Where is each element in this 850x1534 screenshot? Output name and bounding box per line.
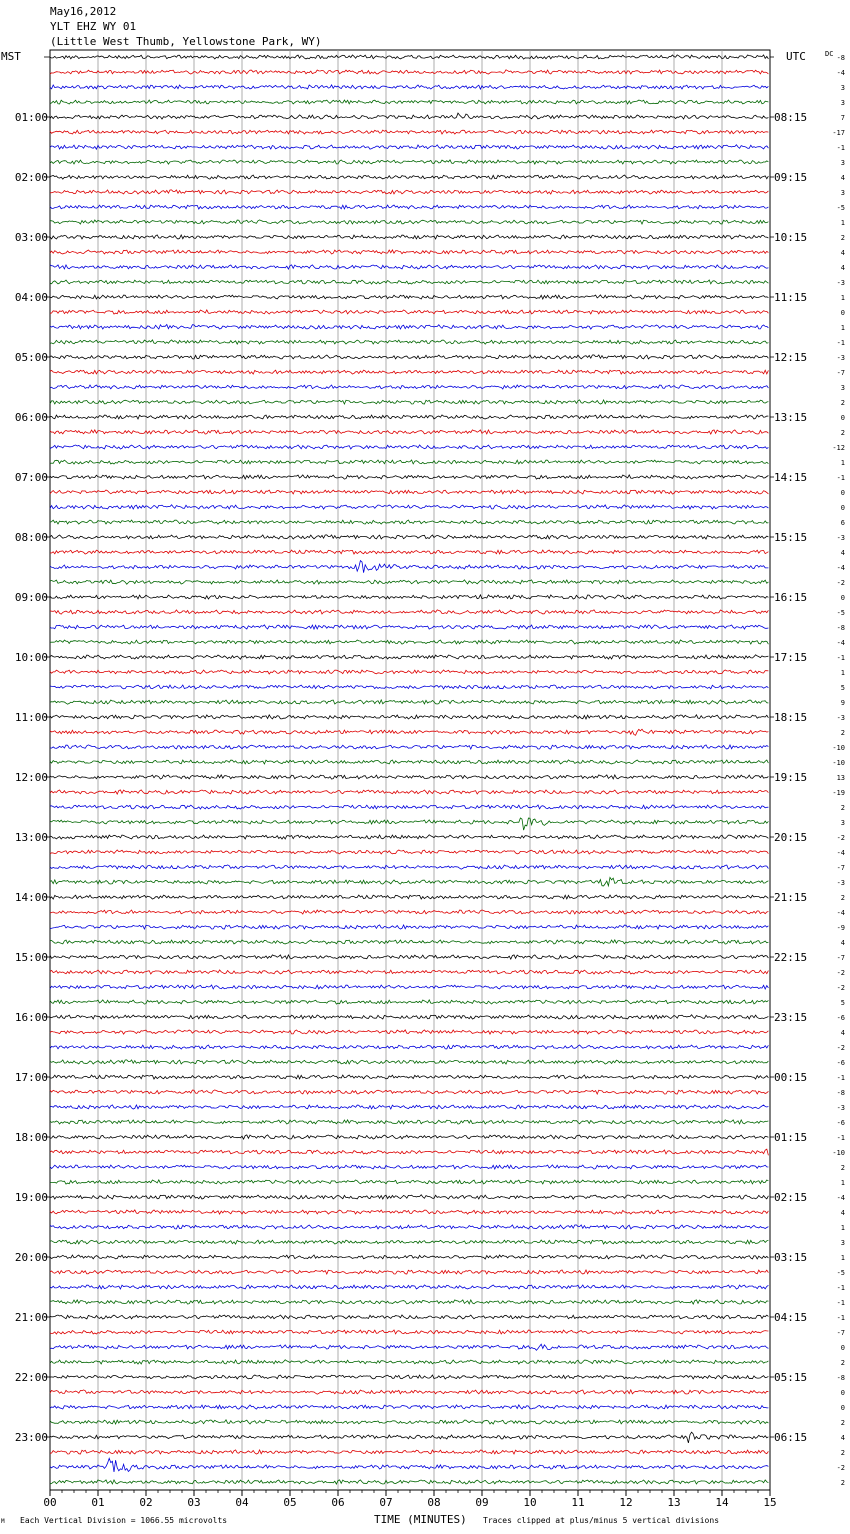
dc-offset-label: -3 <box>836 354 845 362</box>
trace-line <box>50 700 768 704</box>
dc-offset-label: -4 <box>836 1194 845 1202</box>
right-timezone: UTC <box>786 50 806 63</box>
trace-line <box>50 985 768 989</box>
hour-label-right: 21:15 <box>774 891 808 904</box>
dc-offset-label: 4 <box>840 1029 845 1037</box>
dc-offset-label: 4 <box>840 549 845 557</box>
dc-offset-label: -9 <box>836 924 845 932</box>
hour-label-right: 00:15 <box>774 1071 808 1084</box>
hour-label-right: 11:15 <box>774 291 808 304</box>
footer-mark: M <box>1 1518 5 1525</box>
header-location: (Little West Thumb, Yellowstone Park, WY) <box>50 35 322 48</box>
dc-offset-label: 13 <box>836 774 845 782</box>
dc-offset-label: 6 <box>840 519 845 527</box>
hour-label-left: 04:00 <box>14 291 48 304</box>
dc-offset-label: -1 <box>836 1134 845 1142</box>
dc-offset-label: 2 <box>840 804 845 812</box>
trace-line <box>50 595 768 599</box>
hour-label-right: 09:15 <box>774 171 808 184</box>
footer-clip: Traces clipped at plus/minus 5 vertical divisions <box>483 1516 720 1525</box>
dc-offset-label: -1 <box>836 339 845 347</box>
dc-offset-label: 1 <box>840 324 845 332</box>
trace-line <box>50 475 768 479</box>
x-tick-label: 07 <box>379 1496 393 1509</box>
trace-line <box>50 877 768 886</box>
dc-offset-label: -10 <box>832 759 845 767</box>
trace-line <box>50 925 768 929</box>
dc-offset-label: -1 <box>836 1074 845 1082</box>
hour-label-left: 11:00 <box>14 711 48 724</box>
trace-line <box>50 385 768 389</box>
dc-offset-label: 2 <box>840 1164 845 1172</box>
dc-offset-label: -6 <box>836 1119 845 1127</box>
trace-line <box>50 325 768 330</box>
dc-offset-label: -5 <box>836 1269 845 1277</box>
dc-offset-label: 4 <box>840 249 845 257</box>
dc-offset-label: 2 <box>840 399 845 407</box>
dc-offset-label: -1 <box>836 474 845 482</box>
trace-line <box>50 1480 768 1484</box>
hour-label-right: 06:15 <box>774 1431 808 1444</box>
dc-offset-label: 3 <box>840 384 845 392</box>
dc-offset-label: 1 <box>840 1224 845 1232</box>
dc-offset-label: -2 <box>836 834 845 842</box>
x-tick-label: 04 <box>235 1496 249 1509</box>
trace-line <box>50 370 768 374</box>
x-tick-label: 03 <box>187 1496 201 1509</box>
x-tick-label: 05 <box>283 1496 297 1509</box>
hour-label-left: 21:00 <box>14 1311 48 1324</box>
dc-offset-label: 2 <box>840 1419 845 1427</box>
trace-line <box>50 295 768 299</box>
x-tick-label: 15 <box>763 1496 777 1509</box>
trace-line <box>50 970 768 974</box>
trace-line <box>50 85 768 89</box>
dc-offset-label: 0 <box>840 1344 845 1352</box>
trace-line <box>50 1165 768 1169</box>
dc-offset-label: 0 <box>840 309 845 317</box>
hour-label-left: 14:00 <box>14 891 48 904</box>
header-date: May16,2012 <box>50 5 117 18</box>
x-tick-label: 14 <box>715 1496 729 1509</box>
trace-line <box>50 1450 768 1454</box>
dc-offset-label: -6 <box>836 1014 845 1022</box>
trace-line <box>50 1405 768 1409</box>
hour-label-left: 02:00 <box>14 171 48 184</box>
dc-offset-label: -5 <box>836 204 845 212</box>
trace-line <box>50 1105 768 1109</box>
dc-offset-label: -2 <box>836 984 845 992</box>
hour-label-right: 02:15 <box>774 1191 808 1204</box>
dc-offset-label: 0 <box>840 1389 845 1397</box>
x-tick-label: 13 <box>667 1496 681 1509</box>
trace-line <box>50 1075 768 1079</box>
hour-label-right: 17:15 <box>774 651 808 664</box>
x-axis-title: TIME (MINUTES) <box>374 1513 467 1526</box>
dc-offset-label: 4 <box>840 1434 845 1442</box>
trace-line <box>50 790 768 794</box>
trace-line <box>50 1240 768 1244</box>
hour-label-right: 16:15 <box>774 591 808 604</box>
trace-line <box>50 1420 768 1424</box>
trace-line <box>50 1030 768 1034</box>
dc-offset-label: 4 <box>840 1209 845 1217</box>
trace-line <box>50 1390 768 1394</box>
hour-label-right: 19:15 <box>774 771 808 784</box>
hour-label-right: 18:15 <box>774 711 808 724</box>
trace-line <box>50 1330 768 1334</box>
x-tick-label: 06 <box>331 1496 345 1509</box>
trace-line <box>50 310 768 314</box>
dc-offset-label: 3 <box>840 99 845 107</box>
hour-label-left: 16:00 <box>14 1011 48 1024</box>
trace-line <box>50 580 768 584</box>
trace-line <box>50 160 768 164</box>
trace-line <box>50 685 768 689</box>
trace-line <box>50 670 768 674</box>
trace-line <box>50 1000 768 1004</box>
trace-line <box>50 1255 768 1259</box>
dc-offset-label: 7 <box>840 114 845 122</box>
dc-offset-label: 5 <box>840 999 845 1007</box>
trace-line <box>50 1195 768 1199</box>
dc-offset-label: -7 <box>836 954 845 962</box>
trace-line <box>50 1135 768 1139</box>
trace-line <box>50 505 768 509</box>
dc-offset-label: -4 <box>836 909 845 917</box>
x-tick-label: 00 <box>43 1496 57 1509</box>
trace-line <box>50 340 768 344</box>
trace-line <box>50 55 768 59</box>
x-tick-label: 12 <box>619 1496 633 1509</box>
hour-label-left: 06:00 <box>14 411 48 424</box>
trace-line <box>50 1225 768 1229</box>
dc-offset-label: -1 <box>836 1299 845 1307</box>
trace-line <box>50 130 768 134</box>
dc-offset-label: -10 <box>832 1149 845 1157</box>
dc-offset-label: -1 <box>836 1284 845 1292</box>
trace-line <box>50 145 768 149</box>
trace-line <box>50 535 768 539</box>
dc-offset-label: -3 <box>836 279 845 287</box>
trace-line <box>50 460 768 464</box>
hour-label-left: 07:00 <box>14 471 48 484</box>
dc-offset-label: -2 <box>836 969 845 977</box>
dc-offset-label: 3 <box>840 189 845 197</box>
dc-label: DC <box>825 50 834 58</box>
left-timezone: MST <box>1 50 21 63</box>
trace-line <box>50 190 768 194</box>
hour-label-right: 01:15 <box>774 1131 808 1144</box>
trace-line <box>50 1090 768 1094</box>
trace-line <box>50 1344 768 1350</box>
dc-offset-label: -7 <box>836 369 845 377</box>
trace-line <box>50 745 768 749</box>
hour-label-left: 23:00 <box>14 1431 48 1444</box>
trace-line <box>50 113 768 119</box>
x-tick-label: 10 <box>523 1496 537 1509</box>
trace-line <box>50 1045 768 1049</box>
hour-label-right: 08:15 <box>774 111 808 124</box>
dc-offset-label: 3 <box>840 159 845 167</box>
hour-label-left: 22:00 <box>14 1371 48 1384</box>
dc-offset-label: 1 <box>840 1254 845 1262</box>
dc-offset-label: -1 <box>836 654 845 662</box>
dc-offset-label: -2 <box>836 1464 845 1472</box>
trace-line <box>50 955 768 959</box>
hour-label-right: 22:15 <box>774 951 808 964</box>
hour-label-left: 13:00 <box>14 831 48 844</box>
dc-offset-label: 1 <box>840 294 845 302</box>
trace-line <box>50 415 768 419</box>
dc-offset-label: 1 <box>840 459 845 467</box>
hour-label-right: 14:15 <box>774 471 808 484</box>
trace-line <box>50 280 768 284</box>
trace-line <box>50 520 768 524</box>
dc-offset-label: -2 <box>836 1044 845 1052</box>
dc-offset-label: -12 <box>832 444 845 452</box>
dc-offset-label: -1 <box>836 144 845 152</box>
dc-offset-label: -10 <box>832 744 845 752</box>
trace-line <box>50 490 768 494</box>
trace-line <box>50 561 768 573</box>
trace-line <box>50 265 768 269</box>
dc-offset-label: 0 <box>840 504 845 512</box>
trace-line <box>50 1120 768 1124</box>
hour-label-left: 19:00 <box>14 1191 48 1204</box>
dc-offset-label: -19 <box>832 789 845 797</box>
trace-line <box>50 625 768 629</box>
dc-offset-label: 1 <box>840 219 845 227</box>
trace-line <box>50 1300 768 1304</box>
trace-line <box>50 1270 768 1274</box>
trace-line <box>50 640 768 644</box>
x-tick-label: 08 <box>427 1496 441 1509</box>
trace-line <box>50 805 768 809</box>
dc-offset-label: 5 <box>840 684 845 692</box>
hour-label-left: 01:00 <box>14 111 48 124</box>
trace-line <box>50 760 768 764</box>
hour-label-right: 13:15 <box>774 411 808 424</box>
dc-offset-label: 1 <box>840 669 845 677</box>
dc-offset-label: -8 <box>836 1374 845 1382</box>
dc-offset-label: -3 <box>836 1104 845 1112</box>
dc-offset-label: -8 <box>836 624 845 632</box>
hour-label-left: 03:00 <box>14 231 48 244</box>
dc-offset-label: 0 <box>840 414 845 422</box>
trace-line <box>50 1432 768 1443</box>
hour-label-left: 17:00 <box>14 1071 48 1084</box>
hour-label-right: 03:15 <box>774 1251 808 1264</box>
dc-offset-label: -4 <box>836 639 845 647</box>
trace-line <box>50 610 768 614</box>
trace-line <box>50 1375 768 1379</box>
hour-label-right: 20:15 <box>774 831 808 844</box>
trace-line <box>50 175 768 179</box>
trace-line <box>50 715 768 719</box>
dc-offset-label: 0 <box>840 1404 845 1412</box>
hour-label-left: 10:00 <box>14 651 48 664</box>
trace-line <box>50 910 768 914</box>
trace-line <box>50 235 768 239</box>
dc-offset-label: 1 <box>840 1179 845 1187</box>
trace-line <box>50 100 768 104</box>
dc-offset-label: 9 <box>840 699 845 707</box>
dc-offset-label: 3 <box>840 1239 845 1247</box>
trace-line <box>50 70 768 74</box>
dc-offset-label: 2 <box>840 429 845 437</box>
dc-offset-label: -7 <box>836 864 845 872</box>
dc-offset-label: -5 <box>836 609 845 617</box>
hour-label-right: 05:15 <box>774 1371 808 1384</box>
dc-offset-label: -3 <box>836 714 845 722</box>
dc-offset-label: -4 <box>836 69 845 77</box>
trace-line <box>50 835 768 839</box>
hour-label-left: 15:00 <box>14 951 48 964</box>
trace-line <box>50 850 768 854</box>
hour-label-right: 10:15 <box>774 231 808 244</box>
dc-offset-label: -4 <box>836 849 845 857</box>
dc-offset-label: -8 <box>836 1089 845 1097</box>
trace-line <box>50 550 768 554</box>
x-tick-label: 09 <box>475 1496 489 1509</box>
dc-offset-label: 2 <box>840 894 845 902</box>
trace-line <box>50 865 768 869</box>
trace-line <box>50 775 768 779</box>
hour-label-right: 12:15 <box>774 351 808 364</box>
dc-offset-label: 2 <box>840 1449 845 1457</box>
dc-offset-label: 3 <box>840 819 845 827</box>
dc-offset-label: 2 <box>840 234 845 242</box>
hour-label-right: 15:15 <box>774 531 808 544</box>
dc-offset-label: -6 <box>836 1059 845 1067</box>
dc-offset-label: 2 <box>840 1479 845 1487</box>
dc-offset-label: 3 <box>840 84 845 92</box>
hour-label-left: 08:00 <box>14 531 48 544</box>
dc-offset-label: 0 <box>840 594 845 602</box>
trace-line <box>50 445 768 449</box>
dc-offset-label: -1 <box>836 1314 845 1322</box>
trace-line <box>50 729 768 735</box>
dc-offset-label: -4 <box>836 564 845 572</box>
trace-line <box>50 250 768 254</box>
dc-offset-label: 4 <box>840 264 845 272</box>
hour-label-left: 20:00 <box>14 1251 48 1264</box>
plot-frame <box>50 50 770 1490</box>
hour-label-right: 23:15 <box>774 1011 808 1024</box>
x-tick-label: 02 <box>139 1496 153 1509</box>
trace-line <box>50 220 768 224</box>
trace-line <box>50 1060 768 1064</box>
hour-label-left: 18:00 <box>14 1131 48 1144</box>
trace-line <box>50 400 768 404</box>
trace-line <box>50 1315 768 1319</box>
dc-offset-label: 4 <box>840 939 845 947</box>
dc-offset-label: -8 <box>836 54 845 62</box>
trace-line <box>50 430 768 434</box>
trace-line <box>50 655 768 659</box>
header-station: YLT EHZ WY 01 <box>50 20 137 33</box>
dc-offset-label: -2 <box>836 579 845 587</box>
dc-offset-label: -7 <box>836 1329 845 1337</box>
trace-line <box>50 1149 768 1155</box>
x-tick-label: 01 <box>91 1496 105 1509</box>
trace-line <box>50 940 768 944</box>
hour-label-left: 12:00 <box>14 771 48 784</box>
x-tick-label: 11 <box>571 1496 585 1509</box>
hour-label-left: 09:00 <box>14 591 48 604</box>
trace-line <box>50 355 768 359</box>
trace-line <box>50 1015 768 1019</box>
hour-label-right: 04:15 <box>774 1311 808 1324</box>
trace-line <box>50 1180 768 1184</box>
trace-line <box>50 818 768 830</box>
trace-line <box>50 1458 768 1472</box>
trace-line <box>50 1360 768 1364</box>
dc-offset-label: 0 <box>840 489 845 497</box>
trace-line <box>50 205 768 209</box>
trace-line <box>50 895 768 899</box>
dc-offset-label: 4 <box>840 174 845 182</box>
hour-label-left: 05:00 <box>14 351 48 364</box>
dc-offset-label: -3 <box>836 534 845 542</box>
footer-scale: Each Vertical Division = 1066.55 microvolts <box>20 1516 228 1525</box>
trace-line <box>50 1210 768 1214</box>
dc-offset-label: -17 <box>832 129 845 137</box>
trace-line <box>50 1285 768 1289</box>
dc-offset-label: 2 <box>840 729 845 737</box>
dc-offset-label: 2 <box>840 1359 845 1367</box>
dc-offset-label: -3 <box>836 879 845 887</box>
